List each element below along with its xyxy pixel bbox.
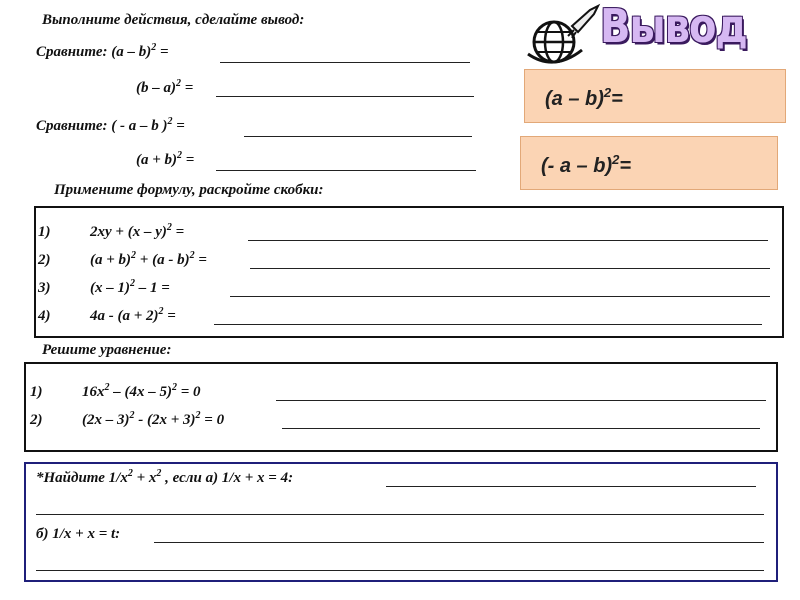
equations-box: [24, 362, 778, 452]
answer-line[interactable]: [216, 170, 476, 171]
globe-rocket-icon: [524, 2, 604, 68]
list-item-number: 4): [38, 308, 51, 324]
list-item: (x – 1)$^2$ – 1 =: [90, 278, 170, 296]
conclusion-box-1[interactable]: (a – b)$^2$=: [524, 69, 786, 123]
answer-line[interactable]: [244, 136, 472, 137]
compare1-line1: Сравните: (a – b)$^2$ =: [36, 42, 169, 60]
answer-line[interactable]: [220, 62, 470, 63]
compare2-line2: $(a + b)^2$ =: [136, 150, 195, 168]
compare-label: Сравните:: [36, 118, 108, 134]
list-item-number: 1): [38, 224, 51, 240]
list-item: $4a - (a + 2)^2$ =: [90, 306, 176, 324]
answer-line[interactable]: [386, 486, 756, 487]
conclusion-title: Вывод: [600, 0, 747, 54]
compare2-line1: Сравните: ( - a – b )$^2$ =: [36, 116, 185, 134]
bonus-task-line-b: б) 1/x + x = t:: [36, 526, 121, 542]
list-item-number: 2): [30, 412, 43, 428]
list-item: $16x^2 - (4x - 5)^2 = 0$: [82, 382, 201, 400]
compare-label: Сравните:: [36, 44, 108, 60]
answer-line[interactable]: [36, 514, 764, 515]
bonus-task-box: [24, 462, 778, 582]
list-item: $(a + b)^2 + (a - b)^2$ =: [90, 250, 207, 268]
list-item: 2xy + (x – y)$^2$ =: [90, 222, 185, 240]
answer-line[interactable]: [248, 240, 768, 241]
list-item-number: 1): [30, 384, 43, 400]
answer-line[interactable]: [36, 570, 764, 571]
answer-line[interactable]: [230, 296, 770, 297]
list-item-number: 3): [38, 280, 51, 296]
answer-line[interactable]: [282, 428, 760, 429]
list-item-number: 2): [38, 252, 51, 268]
expand-brackets-box: [34, 206, 784, 338]
answer-line[interactable]: [216, 96, 474, 97]
conclusion-box-2[interactable]: (- a – b)$^2$=: [520, 136, 778, 190]
answer-line[interactable]: [276, 400, 766, 401]
answer-line[interactable]: [154, 542, 764, 543]
answer-line[interactable]: [250, 268, 770, 269]
section2-heading: Примените формулу, раскройте скобки:: [54, 182, 324, 198]
bonus-task-line-a: *Найдите $1/x^2 + x^2$ , если а) 1/x + x = 4:: [36, 468, 294, 486]
answer-line[interactable]: [214, 324, 762, 325]
list-item: $(2x - 3)^2 - (2x + 3)^2 = 0$: [82, 410, 225, 428]
section3-heading: Решите уравнение:: [42, 342, 172, 358]
task-heading: Выполните действия, сделайте вывод:: [42, 12, 305, 28]
compare1-line2: (b – a)$^2$ =: [136, 78, 194, 96]
